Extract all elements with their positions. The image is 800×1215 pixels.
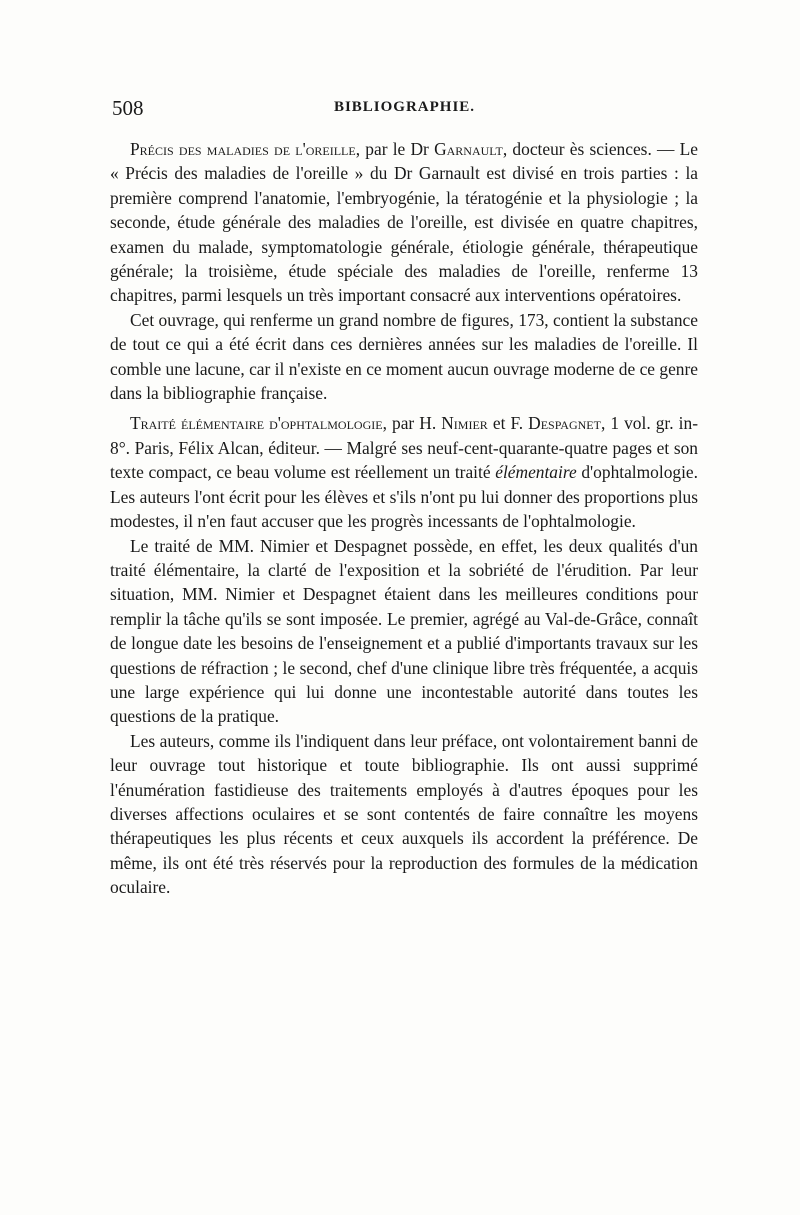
entry-1-text: , docteur ès sciences. — Le « Précis des maladies de l'oreille » du Dr Garnault est divisé en trois parties : la première comprend l'anatomie, l'embryogénie, la tératogénie et la physiologie ; la seconde, étude générale des maladies de l'oreille, est divisée en quatre chapitres, examen du malade, symptomatologie générale, étiologie générale, thérapeutique générale; la troisième, étude spéciale des maladies de l'oreille, renferme 13 chapitres, parmi lesquels un très important consacré aux interventions opératoires.: [110, 139, 698, 306]
entry-2-paragraph-2: Le traité de MM. Nimier et Despagnet possède, en effet, les deux qualités d'un traité élémentaire, la clarté de l'exposition et la sobriété de l'érudition. Par leur situation, MM. Nimier et Despagnet étaient dans les meilleures conditions pour remplir la tâche qu'ils se sont imposée. Le premier, agrégé au Val-de-Grâce, connaît de longue date les besoins de l'enseignement et a publié d'importants travaux sur les questions de réfraction ; le second, chef d'une clinique libre très fréquentée, a acquis une large expérience qui lui donne une incontestable autorité dans toutes les questions de la pratique.: [110, 535, 698, 727]
entry-2-author-1: Nimier: [441, 413, 488, 434]
page-number: 508: [112, 96, 144, 120]
entry-2-emphasis: élémentaire: [495, 462, 577, 483]
entry-2-paragraph-1: [110, 411, 698, 533]
entry-1-author: Garnault: [434, 139, 503, 159]
entry-2-and: et F.: [487, 413, 529, 434]
entry-2-text: d'ophtalmologie. Les auteurs l'ont écrit pour les élèves et s'ils n'ont pu lui donner des proportions plus modestes, il n'en faut accuser que les progrès incessants de l'ophtalmologie.: [110, 462, 698, 532]
entry-1-paragraph-2: Cet ouvrage, qui renferme un grand nombre de figures, 173, contient la substance de tout ce qui a été écrit dans ces dernières années sur les maladies de l'oreille. Il comble une lacune, car il n'existe en ce moment aucun ouvrage moderne de ce genre dans la bibliographie française.: [110, 309, 698, 404]
entry-2-by: , par H.: [382, 413, 442, 434]
entry-1-paragraph-1: [110, 137, 698, 308]
entry-1-title: Précis des maladies de l'oreille: [130, 139, 356, 159]
entry-2-publication: , 1 vol. gr. in-8°. Paris, Félix Alcan, éditeur. — Malgré ses neuf-cent-quarante-quatre pages et son texte compact, ce beau volume est réellement un traité: [110, 413, 698, 483]
page-body: [110, 137, 698, 900]
entry-2-author-2: Despagnet: [528, 413, 601, 434]
entry-2-title: Traité élémentaire d'ophtalmologie: [130, 413, 383, 434]
entry-2-paragraph-3: Les auteurs, comme ils l'indiquent dans leur préface, ont volontairement banni de leur ouvrage tout historique et toute bibliographie. Ils ont aussi supprimé l'énumération fastidieuse des traitements employés à d'autres époques pour les diverses affections oculaires et se sont contentés de faire connaître les moyens thérapeutiques les plus récents et ceux auxquels ils accordent la préférence. De même, ils ont été très réservés pour la reproduction des formules de la médication oculaire.: [110, 730, 698, 898]
running-title: BIBLIOGRAPHIE.: [333, 99, 476, 115]
entry-1-by: , par le Dr: [355, 139, 435, 159]
page-header: [112, 96, 697, 126]
